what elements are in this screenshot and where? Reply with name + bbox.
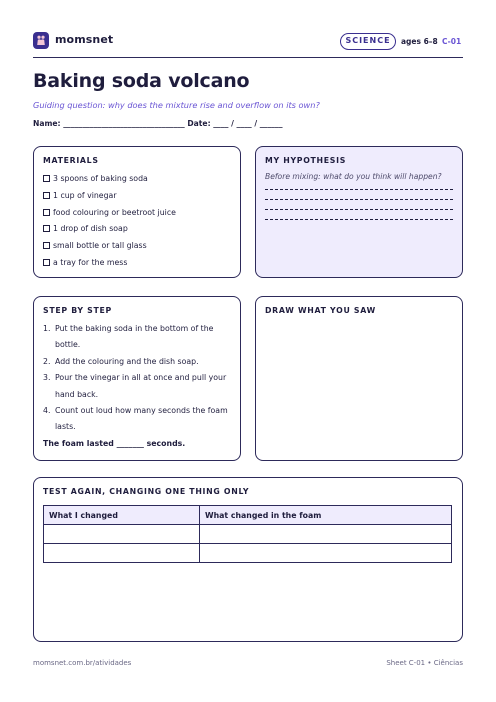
materials-title: MATERIALS [43, 156, 99, 165]
writing-line[interactable] [265, 199, 453, 200]
page-title: Baking soda volcano [33, 70, 250, 92]
materials-box [33, 146, 241, 278]
footer-sheet-label: Sheet C-01 • Ciências [386, 659, 463, 667]
hypothesis-prompt: Before mixing: what do you think will happen? [265, 172, 442, 181]
steps-title: STEP BY STEP [43, 306, 112, 315]
page-header [33, 32, 463, 52]
foam-duration-field[interactable]: The foam lasted _______ seconds. [43, 439, 186, 448]
checkbox-icon[interactable] [43, 259, 50, 266]
hypothesis-box [255, 146, 463, 278]
drawing-title: DRAW WHAT YOU SAW [265, 306, 376, 315]
table-row [44, 525, 452, 544]
column-header: What I changed [44, 506, 200, 525]
table-cell[interactable] [200, 525, 452, 544]
list-item[interactable]: 3 spoons of baking soda [43, 174, 176, 191]
list-item: 1. Put the baking soda in the bottom of the bottle. [43, 324, 214, 350]
list-item[interactable]: 1 drop of dish soap [43, 224, 176, 241]
brand-name: momsnet [55, 33, 114, 46]
checkbox-icon[interactable] [43, 192, 50, 199]
list-item: 4. Count out loud how many seconds the foam lasts. [43, 406, 228, 432]
materials-list [43, 174, 176, 275]
hypothesis-title: MY HYPOTHESIS [265, 156, 347, 165]
test-again-box [33, 477, 463, 642]
table-cell[interactable] [200, 544, 452, 563]
list-item[interactable]: small bottle or tall glass [43, 241, 176, 258]
steps-list [43, 321, 233, 436]
checkbox-icon[interactable] [43, 209, 50, 216]
writing-line[interactable] [265, 189, 453, 190]
column-header: What changed in the foam [200, 506, 452, 525]
checkbox-icon[interactable] [43, 242, 50, 249]
steps-box [33, 296, 241, 461]
guiding-question: Guiding question: why does the mixture rise and overflow on its own? [33, 100, 320, 110]
test-again-title: TEST AGAIN, CHANGING ONE THING ONLY [43, 487, 250, 496]
checkbox-icon[interactable] [43, 175, 50, 182]
drawing-box[interactable] [255, 296, 463, 461]
table-row [44, 544, 452, 563]
checkbox-icon[interactable] [43, 225, 50, 232]
table-header-row [44, 506, 452, 525]
list-item: 2. Add the colouring and the dish soap. [43, 356, 199, 366]
table-cell[interactable] [44, 525, 200, 544]
list-item[interactable]: a tray for the mess [43, 258, 176, 275]
sheet-code: C-01 [442, 37, 462, 46]
list-item[interactable]: food colouring or beetroot juice [43, 208, 176, 225]
writing-line[interactable] [265, 209, 453, 210]
list-item[interactable]: 1 cup of vinegar [43, 191, 176, 208]
table-cell[interactable] [44, 544, 200, 563]
momsnet-logo-icon [33, 32, 49, 49]
age-range: ages 6–8 [401, 37, 438, 46]
subject-badge: SCIENCE [340, 33, 396, 50]
header-divider [33, 57, 463, 58]
footer-url: momsnet.com.br/atividades [33, 659, 132, 667]
name-date-field[interactable]: Name: ________________________________ Date: ____ / ____ / ______ [33, 119, 283, 128]
results-table [43, 505, 452, 563]
list-item: 3. Pour the vinegar in all at once and pull your hand back. [43, 373, 227, 399]
writing-line[interactable] [265, 219, 453, 220]
